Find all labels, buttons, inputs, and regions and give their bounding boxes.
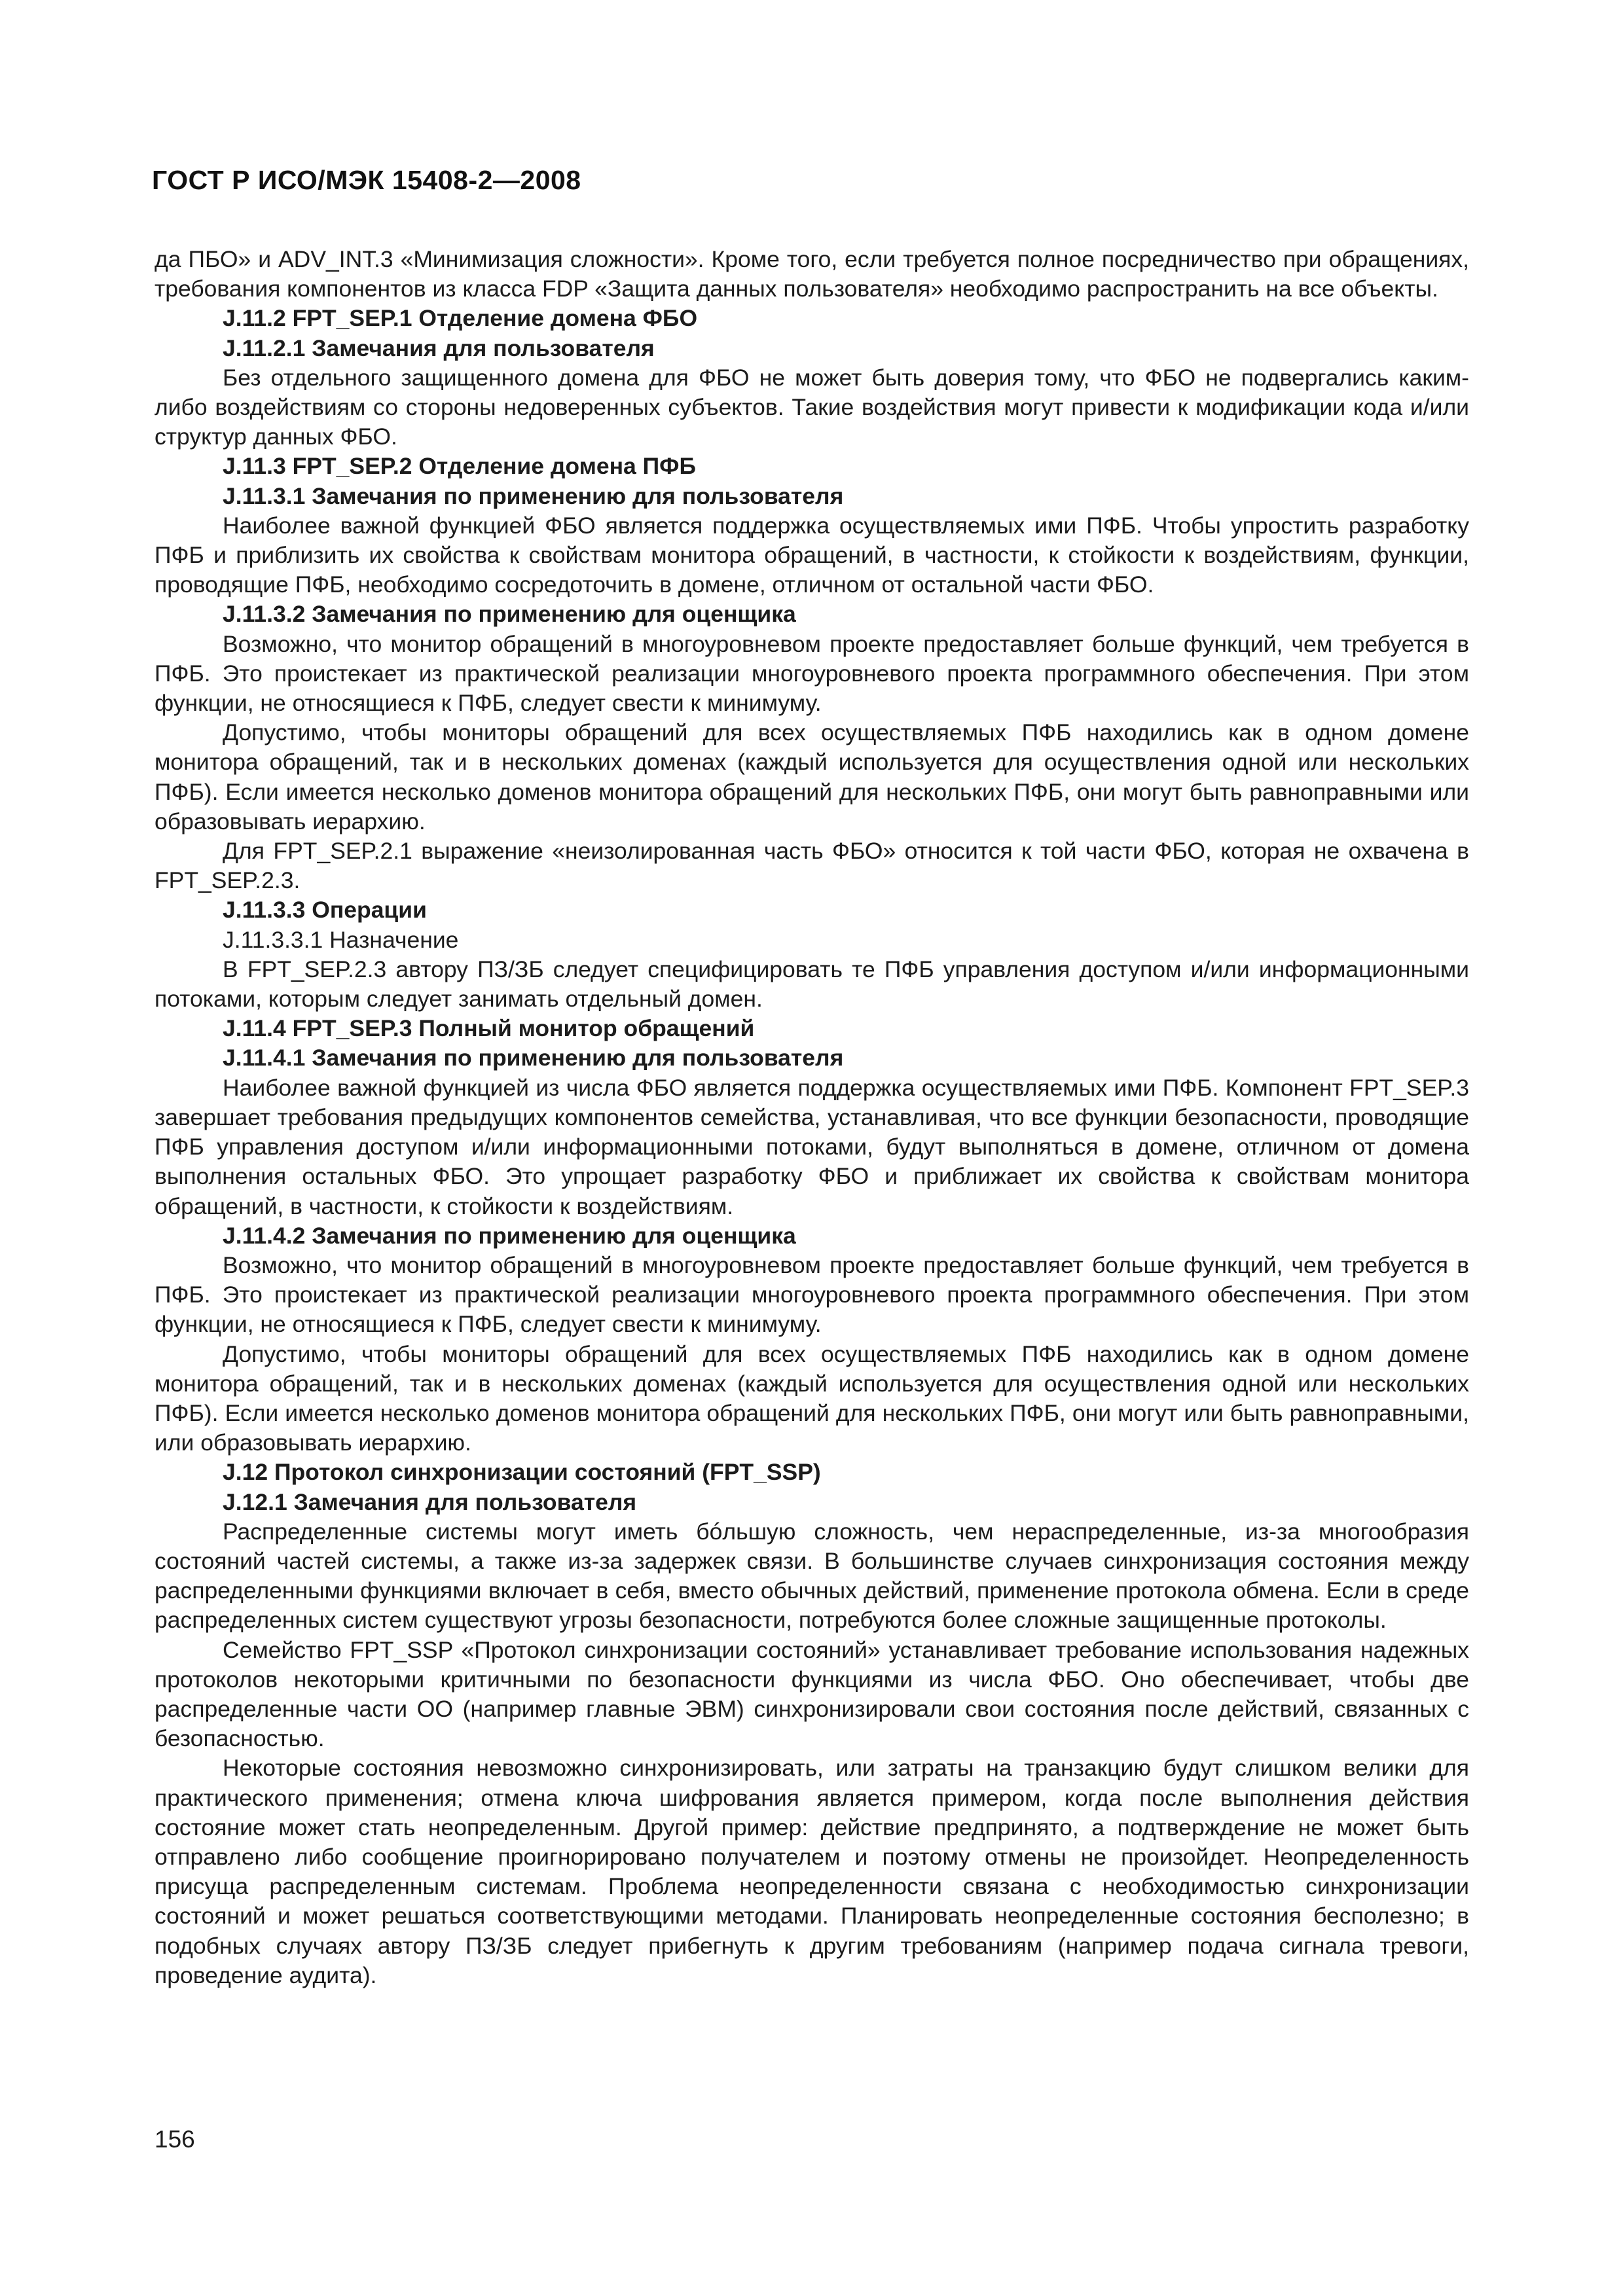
section-heading: J.11.3.1 Замечания по применению для пользователя xyxy=(223,482,844,509)
section-heading: J.11.2 FPT_SEP.1 Отделение домена ФБО xyxy=(223,305,698,332)
document-body xyxy=(155,245,1469,1990)
section-heading: J.11.3.2 Замечания по применению для оценщика xyxy=(223,601,796,628)
section-heading: J.12 Протокол синхронизации состояний (FPT_SSP) xyxy=(223,1459,821,1486)
paragraph: Семейство FPT_SSP «Протокол синхронизации состояний» устанавливает требование использования надежных протоколов некоторыми критичными по безопасности функциями из числа ФБО. Оно обеспечивает, чтобы две распределенные части ОО (например главные ЭВМ) синхронизировали свои состояния после действий, связанных с безопасностью. xyxy=(155,1636,1469,1752)
paragraph: Возможно, что монитор обращений в многоуровневом проекте предоставляет больше функций, чем требуется в ПФБ. Это проистекает из практической реализации многоуровневого проекта программного обеспечения. При этом функции, не относящиеся к ПФБ, следует свести к минимуму. xyxy=(155,1251,1469,1338)
paragraph: Допустимо, чтобы мониторы обращений для всех осуществляемых ПФБ находились как в одном домене монитора обращений, так и в нескольких доменах (каждый используется для осуществления одной или нескольких ПФБ). Если имеется несколько доменов монитора обращений для нескольких ПФБ, они могут быть равноправными или образовывать иерархию. xyxy=(155,719,1469,834)
section-heading: J.11.4 FPT_SEP.3 Полный монитор обращений xyxy=(223,1015,755,1042)
paragraph: да ПБО» и ADV_INT.3 «Минимизация сложности». Кроме того, если требуется полное посредничество при обращениях, требования компонентов из класса FDP «Защита данных пользователя» необходимо распространить на все объекты. xyxy=(155,246,1469,302)
section-heading: J.11.2.1 Замечания для пользователя xyxy=(223,334,655,361)
paragraph: Некоторые состояния невозможно синхронизировать, или затраты на транзакцию будут слишком велики для практического применения; отмена ключа шифрования является примером, когда после выполнения действия состояние может стать неопределенным. Другой пример: действие предпринято, а подтверждение не может быть отправлено либо сообщение проигнорировано получателем и поэтому отмены не произойдет. Неопределенность присуща распределенным системам. Проблема неопределенности связана с необходимостью синхронизации состояний и может решаться соответствующими методами. Планировать неопределенные состояния бесполезно; в подобных случаях автору ПЗ/ЗБ следует прибегнуть к другим требованиям (например подача сигнала тревоги, проведение аудита). xyxy=(155,1755,1469,1988)
section-heading: J.12.1 Замечания для пользователя xyxy=(223,1488,637,1515)
section-heading: J.11.4.1 Замечания по применению для пользователя xyxy=(223,1045,844,1071)
section-heading: J.11.4.2 Замечания по применению для оценщика xyxy=(223,1222,796,1249)
paragraph: Возможно, что монитор обращений в многоуровневом проекте предоставляет больше функций, чем требуется в ПФБ. Это проистекает из практической реализации многоуровневого проекта программного обеспечения. При этом функции, не относящиеся к ПФБ, следует свести к минимуму. xyxy=(155,630,1469,717)
document-header-title: ГОСТ Р ИСО/МЭК 15408-2—2008 xyxy=(152,165,581,195)
subsection-label: J.11.3.3.1 Назначение xyxy=(223,926,459,953)
page-number: 156 xyxy=(155,2126,195,2153)
paragraph: В FPT_SEP.2.3 автору ПЗ/ЗБ следует специфицировать те ПФБ управления доступом и/или информационными потоками, которым следует занимать отдельный домен. xyxy=(155,956,1469,1013)
paragraph: Для FPT_SEP.2.1 выражение «неизолированная часть ФБО» относится к той части ФБО, которая не охвачена в FPT_SEP.2.3. xyxy=(155,838,1469,894)
paragraph: Распределенные системы могут иметь бóльшую сложность, чем нераспределенные, из-за многообразия состояний частей системы, а также из-за задержек связи. В большинстве случаев синхронизация состояния между распределенными функциями включает в себя, вместо обычных действий, применение протокола обмена. Если в среде распределенных систем существуют угрозы безопасности, потребуются более сложные защищенные протоколы. xyxy=(155,1518,1469,1634)
paragraph: Допустимо, чтобы мониторы обращений для всех осуществляемых ПФБ находились как в одном домене монитора обращений, так и в нескольких доменах (каждый используется для осуществления одной или нескольких ПФБ). Если имеется несколько доменов монитора обращений для нескольких ПФБ, они могут или быть равноправными, или образовывать иерархию. xyxy=(155,1340,1469,1456)
paragraph: Наиболее важной функцией из числа ФБО является поддержка осуществляемых ими ПФБ. Компонент FPT_SEP.3 завершает требования предыдущих компонентов семейства, устанавливая, что все функции безопасности, проводящие ПФБ управления доступом и/или информационными потоками, будут выполняться в домене, отличном от домена выполнения остальных ФБО. Это упрощает разработку ФБО и приближает их свойства к свойствам монитора обращений, в частности, к стойкости к воздействиям. xyxy=(155,1074,1469,1219)
section-heading: J.11.3.3 Операции xyxy=(223,897,427,924)
paragraph: Без отдельного защищенного домена для ФБО не может быть доверия тому, что ФБО не подвергались каким-либо воздействиям со стороны недоверенных субъектов. Такие воздействия могут привести к модификации кода и/или структур данных ФБО. xyxy=(155,364,1469,450)
paragraph: Наиболее важной функцией ФБО является поддержка осуществляемых ими ПФБ. Чтобы упростить разработку ПФБ и приблизить их свойства к свойствам монитора обращений, в частности, к стойкости к воздействиям, функции, проводящие ПФБ, необходимо сосредоточить в домене, отличном от остальной части ФБО. xyxy=(155,512,1469,598)
section-heading: J.11.3 FPT_SEP.2 Отделение домена ПФБ xyxy=(223,453,696,480)
